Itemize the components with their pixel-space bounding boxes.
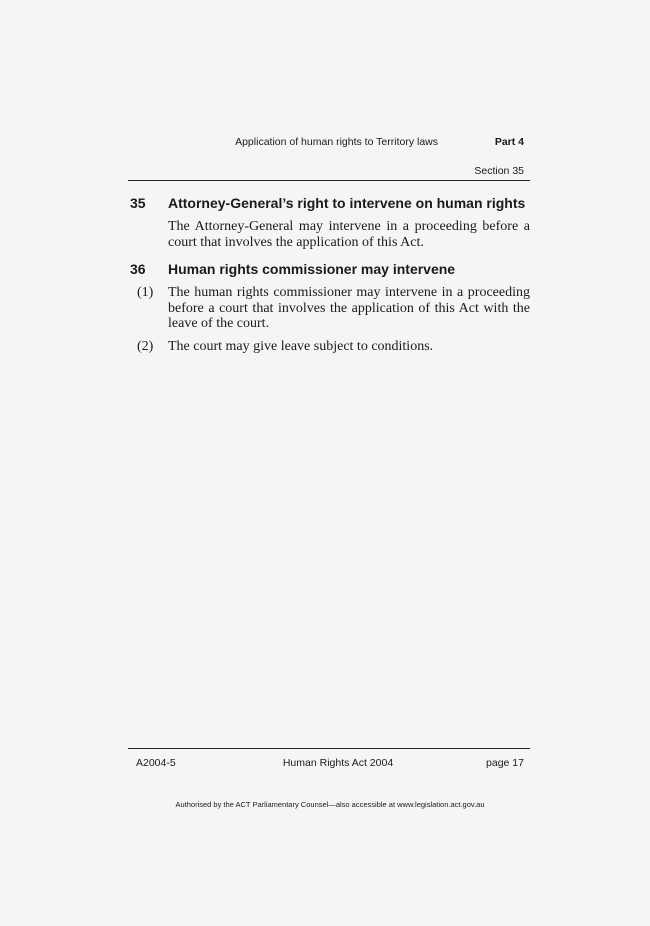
header-part-title: Application of human rights to Territory laws — [235, 136, 438, 148]
header-divider — [128, 180, 530, 181]
footer-act-number: A2004-5 — [136, 757, 176, 769]
section-36-number: 36 — [130, 261, 146, 277]
subsection-2-text: The court may give leave subject to conditions. — [168, 339, 434, 354]
footer-divider — [128, 748, 530, 749]
footer-page-number: page 17 — [486, 757, 524, 769]
subsection-2-number: (2) — [137, 339, 154, 354]
section-36-heading: Human rights commissioner may intervene — [168, 261, 456, 277]
subsection-1-number: (1) — [137, 285, 154, 300]
section-35-heading: Attorney-General’s right to intervene on human rights — [168, 195, 526, 211]
authorised-notice: Authorised by the ACT Parliamentary Counsel—also accessible at www.legislation.act.gov.au — [175, 800, 485, 809]
header-section-label: Section 35 — [474, 165, 524, 177]
subsection-1-text: The human rights commissioner may intervene in a proceeding before a court that involves the application of this Act with the leave of the court. — [168, 285, 530, 331]
section-35-number: 35 — [130, 195, 146, 211]
footer-act-title: Human Rights Act 2004 — [282, 757, 394, 769]
header-part-label: Part 4 — [494, 136, 524, 148]
section-35-text: The Attorney-General may intervene in a proceeding before a court that involves the application of this Act. — [168, 219, 530, 250]
